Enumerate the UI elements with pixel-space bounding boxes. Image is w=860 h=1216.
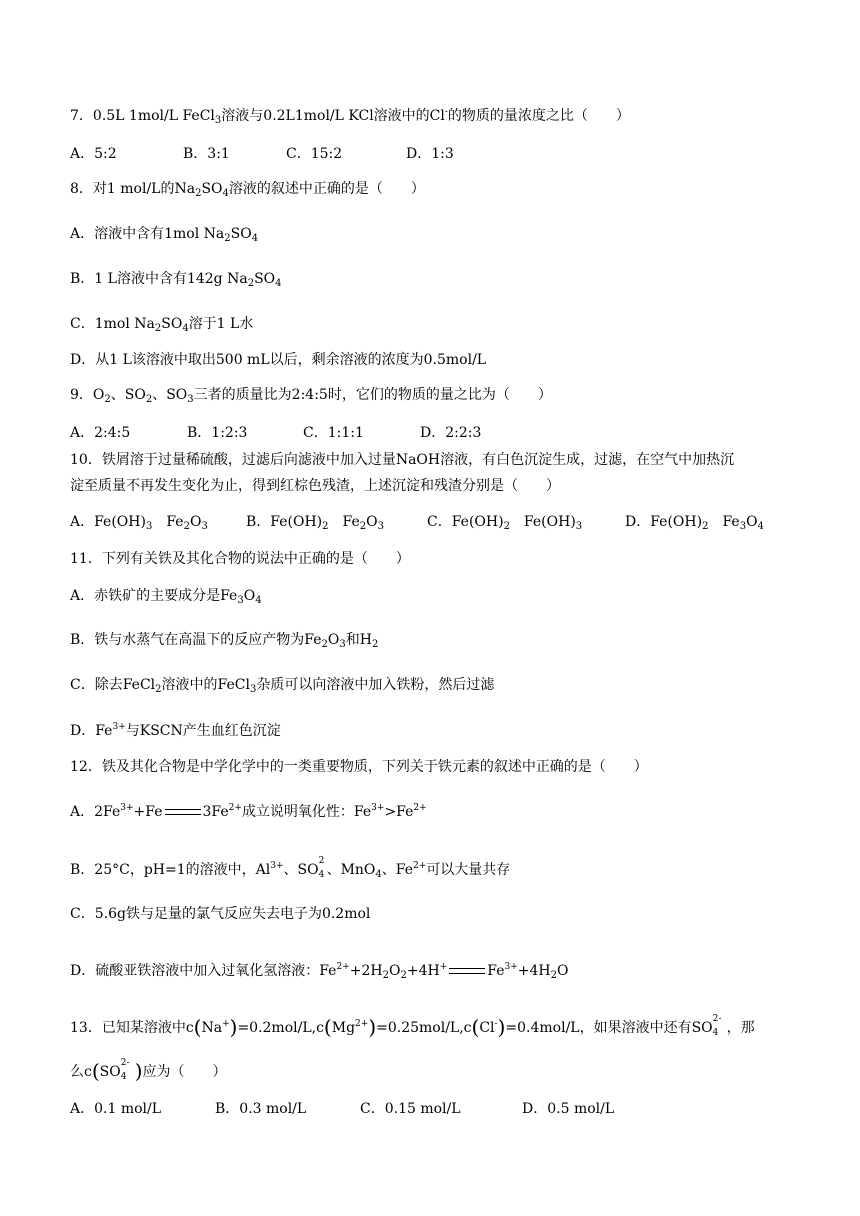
text: Na <box>201 1020 223 1036</box>
text: SO <box>254 271 276 287</box>
text: Cl <box>479 1020 495 1036</box>
text: 应为（ ） <box>142 1064 227 1080</box>
text: Fe <box>487 963 505 979</box>
text: =0.4mol/L，如果溶液中还有SO <box>505 1020 713 1036</box>
text: 和H <box>345 632 372 648</box>
superscript: + <box>222 1019 230 1029</box>
superscript: 2+ <box>228 803 242 813</box>
option-d: D．1:3 <box>406 146 454 162</box>
text: =0.25mol/L,c <box>376 1020 472 1036</box>
option-d: D．2:2:3 <box>420 425 482 441</box>
equals-arrow-icon <box>165 809 201 815</box>
option-c: C．15:2 <box>286 146 343 162</box>
text: 3Fe <box>202 804 229 820</box>
question-10-line-2: 淀至质量不再发生变化为止，得到红棕色残渣，上述沉淀和残渣分别是（ ） <box>70 478 560 494</box>
text: Fe(OH) <box>509 514 576 530</box>
text: SO <box>99 1064 121 1080</box>
left-paren: ( <box>471 1015 480 1039</box>
question-10-line-1: 10．铁屑溶于过量稀硫酸，过滤后向滤液中加入过量NaOH溶液，有白色沉淀生成，过滤，在空气中加热沉 <box>70 452 735 468</box>
superscript: - <box>444 107 448 117</box>
text: C．除去FeCl <box>70 677 156 693</box>
subscript: 4 <box>222 188 229 199</box>
text: +Fe <box>133 804 163 820</box>
question-11-stem: 11．下列有关铁及其化合物的说法中正确的是（ ） <box>70 551 410 567</box>
subscript: 3 <box>377 521 384 532</box>
subscript: 2 <box>322 521 329 532</box>
subscript: 4 <box>757 521 764 532</box>
subscript: 3 <box>187 394 194 405</box>
subscript: 4 <box>255 595 262 606</box>
superscript: 3+ <box>270 861 284 871</box>
text: B．铁与水蒸气在高温下的反应产物为Fe <box>70 632 322 648</box>
text: 7．0.5L 1mol/L FeCl <box>70 108 215 124</box>
option-b: B．1:2:3 <box>187 425 248 441</box>
subscript: 3 <box>237 595 244 606</box>
question-7-options <box>70 145 454 163</box>
text: A．溶液中含有1mol Na <box>70 226 225 242</box>
question-11-option-c <box>70 676 494 694</box>
question-7-stem <box>70 107 630 125</box>
superscript: 3+ <box>120 803 134 813</box>
question-10-options <box>70 513 764 531</box>
text: O <box>366 514 378 530</box>
question-12-option-a <box>70 803 427 821</box>
option-a: A．5:2 <box>70 146 117 162</box>
option-d <box>625 513 764 531</box>
text: B．25°C，pH=1的溶液中，Al <box>70 862 271 878</box>
text: 成立说明氧化性：Fe <box>241 804 372 820</box>
question-8-option-b <box>70 270 282 288</box>
text: Fe <box>328 514 360 530</box>
question-8-stem <box>70 180 425 198</box>
subscript: 2 <box>104 394 111 405</box>
subscript: 2 <box>247 278 255 289</box>
question-12-option-c: C．5.6g铁与足量的氯气反应失去电子为0.2mol <box>70 906 371 922</box>
subscript: 2 <box>702 521 709 532</box>
subscript: 2 <box>183 521 190 532</box>
subscript: 4 <box>318 870 325 880</box>
text: 、Fe <box>381 862 414 878</box>
text: 溶液与0.2L1mol/L KCl溶液中的Cl <box>221 108 445 124</box>
left-paren: ( <box>91 1059 100 1083</box>
question-13-line-2 <box>70 1058 227 1083</box>
question-9-options <box>70 424 481 442</box>
superscript: - <box>494 1019 498 1029</box>
superscript: 2+ <box>355 1019 369 1029</box>
text: 、MnO <box>326 862 376 878</box>
text: D．Fe(OH) <box>625 514 703 530</box>
text: C．1mol Na <box>70 316 155 332</box>
charge-stack <box>712 1014 727 1038</box>
text: 与KSCN产生血红色沉淀 <box>125 723 281 739</box>
text: Fe <box>708 514 740 530</box>
subscript: 2 <box>359 521 367 532</box>
superscript: 2 <box>318 856 325 866</box>
question-8-option-c <box>70 315 253 333</box>
question-12-stem: 12．铁及其化合物是中学化学中的一类重要物质，下列关于铁元素的叙述中正确的是（ ） <box>70 759 648 775</box>
subscript: 4 <box>275 278 282 289</box>
question-11-option-b <box>70 631 378 649</box>
text: 可以大量共存 <box>426 862 511 878</box>
subscript: 4 <box>251 233 259 244</box>
option-b: B．3:1 <box>183 146 230 162</box>
subscript: 4 <box>375 869 382 880</box>
text: SO <box>161 316 183 332</box>
text: O <box>746 514 758 530</box>
subscript: 2 <box>550 970 557 981</box>
option-c <box>427 513 625 531</box>
subscript: 2 <box>154 323 162 334</box>
text: O <box>388 963 401 979</box>
text: B．Fe(OH) <box>246 514 323 530</box>
text: 、SO <box>283 862 319 878</box>
right-paren: ) <box>497 1015 506 1039</box>
subscript: 4 <box>120 1072 127 1082</box>
subscript: 3 <box>249 684 257 695</box>
option-a: A．2:4:5 <box>70 425 131 441</box>
superscript: 2+ <box>413 803 427 813</box>
question-8-option-d: D．从1 L该溶液中取出500 mL以后，剩余溶液的浓度为0.5mol/L <box>70 352 487 368</box>
question-12-option-d <box>70 962 568 980</box>
text: C．Fe(OH) <box>427 514 504 530</box>
question-8-option-a <box>70 225 258 243</box>
superscript: 2- <box>120 1058 130 1068</box>
left-paren: ( <box>193 1015 202 1039</box>
text: 溶于1 L水 <box>188 316 254 332</box>
superscript: 2+ <box>336 962 350 972</box>
right-paren: ) <box>229 1015 238 1039</box>
question-11-option-d <box>70 722 281 740</box>
charge-stack <box>120 1058 135 1082</box>
option-c: C．1:1:1 <box>303 425 364 441</box>
option-b <box>246 513 427 531</box>
text: Fe <box>152 514 184 530</box>
subscript: 2 <box>371 639 379 650</box>
subscript: 3 <box>575 521 583 532</box>
text: >Fe <box>384 804 414 820</box>
superscript: + <box>439 962 448 972</box>
subscript: 2 <box>155 684 162 695</box>
question-12-option-b <box>70 856 511 880</box>
equals-arrow-icon <box>449 968 485 974</box>
text: D．硫酸亚铁溶液中加入过氧化氢溶液：Fe <box>70 963 337 979</box>
subscript: 2 <box>195 188 202 199</box>
right-paren: ) <box>134 1059 143 1083</box>
left-paren: ( <box>323 1015 332 1039</box>
question-13-line-1 <box>70 1014 755 1039</box>
text: +2H <box>349 963 383 979</box>
text: SO <box>201 181 223 197</box>
subscript: 3 <box>339 639 346 650</box>
text: D．Fe <box>70 723 113 739</box>
option-a: A．0.1 mol/L <box>70 1101 162 1117</box>
text: +4H <box>406 963 440 979</box>
superscript: 2- <box>712 1014 722 1024</box>
text: SO <box>230 226 252 242</box>
text: 、SO <box>110 387 146 403</box>
right-paren: ) <box>368 1015 377 1039</box>
subscript: 2 <box>382 970 389 981</box>
text: A．Fe(OH) <box>70 514 146 530</box>
question-13-options <box>70 1100 614 1118</box>
subscript: 3 <box>739 521 747 532</box>
text: O <box>557 963 569 979</box>
text: 9．O <box>70 387 105 403</box>
text: 么c <box>70 1064 92 1080</box>
subscript: 3 <box>201 521 208 532</box>
superscript: 2+ <box>413 861 427 871</box>
text: ，那 <box>726 1020 755 1036</box>
text: Mg <box>331 1020 356 1036</box>
text: 13．已知某溶液中c <box>70 1020 194 1036</box>
text: 三者的质量比为2:4:5时，它们的物质的量之比为（ ） <box>193 387 552 403</box>
text: +4H <box>517 963 551 979</box>
text: 杂质可以向溶液中加入铁粉，然后过滤 <box>256 677 495 693</box>
text: O <box>189 514 202 530</box>
superscript: 3+ <box>112 722 126 732</box>
text: 的物质的量浓度之比（ ） <box>447 108 630 124</box>
text: 溶液中的FeCl <box>161 677 250 693</box>
option-b: B．0.3 mol/L <box>215 1101 307 1117</box>
text: 、SO <box>152 387 188 403</box>
subscript: 3 <box>145 521 153 532</box>
option-c: C．0.15 mol/L <box>360 1101 461 1117</box>
question-11-option-a <box>70 587 262 605</box>
option-a <box>70 513 246 531</box>
text: 8．对1 mol/L的Na <box>70 181 196 197</box>
text: O <box>243 588 256 604</box>
text: =0.2mol/L,c <box>237 1020 324 1036</box>
subscript: 2 <box>400 970 407 981</box>
text: B．1 L溶液中含有142g Na <box>70 271 248 287</box>
subscript: 2 <box>224 233 231 244</box>
subscript: 4 <box>182 323 189 334</box>
question-9-stem <box>70 386 552 404</box>
text: A．2Fe <box>70 804 121 820</box>
text: 溶液的叙述中正确的是（ ） <box>228 181 425 197</box>
text: A．赤铁矿的主要成分是Fe <box>70 588 238 604</box>
subscript: 2 <box>145 394 153 405</box>
superscript: 3+ <box>504 962 518 972</box>
superscript: 3+ <box>371 803 385 813</box>
text: O <box>327 632 340 648</box>
subscript: 3 <box>214 115 222 126</box>
subscript: 2 <box>503 521 510 532</box>
charge-stack <box>318 856 327 880</box>
option-d: D．0.5 mol/L <box>522 1101 615 1117</box>
subscript: 4 <box>712 1028 719 1038</box>
subscript: 2 <box>321 639 328 650</box>
